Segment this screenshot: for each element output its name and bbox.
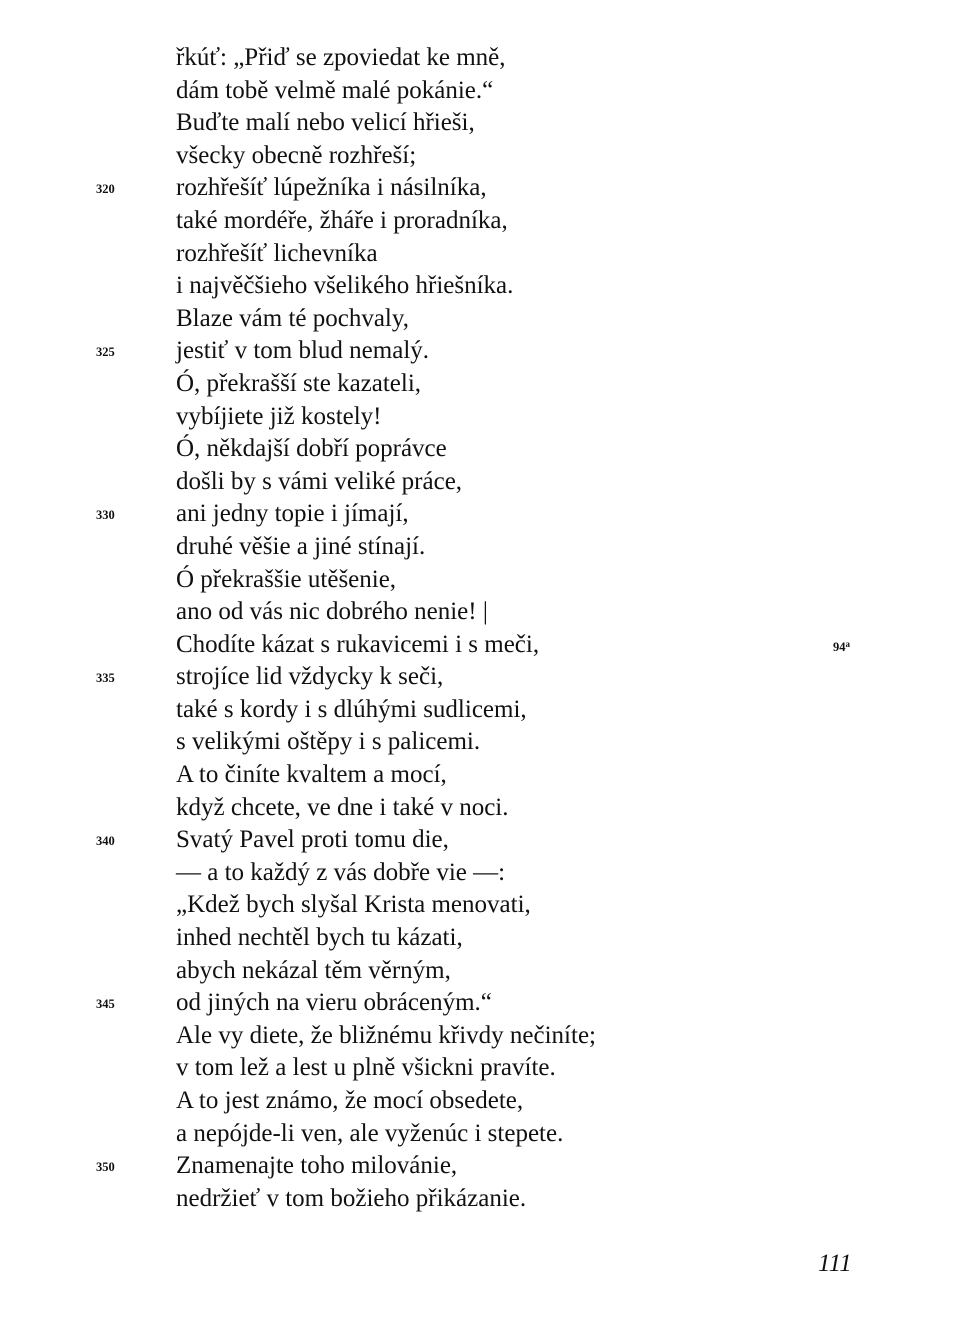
verse-line — [0, 466, 960, 499]
verse-text: Svatý Pavel proti tomu die, — [176, 826, 449, 854]
verse-text: Ale vy diete, že bližnému křivdy nečiníte; — [176, 1021, 596, 1049]
verse-line — [0, 629, 960, 662]
verse-line — [0, 1052, 960, 1085]
verse-text: ani jedny topie i jímají, — [176, 500, 409, 528]
folio-marker — [833, 637, 850, 654]
verse-number: 345 — [96, 997, 115, 1012]
verse-text: A to činíte kvaltem a mocí, — [176, 761, 447, 789]
verse-line — [0, 238, 960, 271]
verse-text: Chodíte kázat s rukavicemi i s meči, — [176, 630, 540, 658]
verse-line — [0, 661, 960, 694]
verse-line — [0, 987, 960, 1020]
verse-line — [0, 75, 960, 108]
verse-text: ano od vás nic dobrého nenie! | — [176, 598, 488, 626]
verse-line — [0, 1020, 960, 1053]
verse-text: také mordéře, žháře i proradníka, — [176, 206, 508, 234]
verse-text: od jiných na vieru obráceným.“ — [176, 989, 492, 1017]
verse-text: také s kordy i s dlúhými sudlicemi, — [176, 695, 527, 723]
verse-text: A to jest známo, že mocí obsedete, — [176, 1087, 524, 1114]
verse-text: strojíce lid vždycky k seči, — [176, 663, 444, 691]
verse-line — [0, 1183, 960, 1216]
verse-line — [0, 889, 960, 922]
verse-line — [0, 107, 960, 140]
verse-line — [0, 140, 960, 173]
verse-line — [0, 401, 960, 434]
verse-text: Znamenajte toho milovánie, — [176, 1152, 458, 1180]
verse-line — [0, 792, 960, 825]
verse-text: Buďte malí nebo velicí hřieši, — [176, 109, 475, 137]
verse-line — [0, 42, 960, 75]
verse-line — [0, 335, 960, 368]
verse-line — [0, 726, 960, 759]
verse-text: inhed nechtěl bych tu kázati, — [176, 924, 463, 952]
verse-text: řkúť: „Přiď se zpoviedat ke mně, — [176, 44, 506, 71]
poem-body — [0, 42, 960, 1215]
verse-line — [0, 922, 960, 955]
verse-line — [0, 694, 960, 727]
verse-text: s velikými oštěpy i s palicemi. — [176, 728, 481, 756]
verse-line — [0, 531, 960, 564]
verse-text: rozhřešíť lichevníka — [176, 239, 378, 267]
verse-text: Ó, překrašší ste kazateli, — [176, 369, 422, 397]
verse-text: Ó překraššie utěšenie, — [176, 565, 397, 593]
verse-line — [0, 303, 960, 336]
verse-text: jestiť v tom blud nemalý. — [176, 337, 430, 365]
verse-line — [0, 857, 960, 890]
verse-line — [0, 433, 960, 466]
verse-line — [0, 596, 960, 629]
verse-text: Blaze vám té pochvaly, — [176, 304, 410, 332]
verse-number: 335 — [96, 671, 115, 686]
verse-line — [0, 270, 960, 303]
verse-line — [0, 368, 960, 401]
verse-text: všecky obecně rozhřeší; — [176, 141, 417, 169]
verse-line — [0, 172, 960, 205]
verse-line — [0, 205, 960, 238]
verse-line — [0, 824, 960, 857]
verse-line — [0, 759, 960, 792]
verse-text: dám tobě velmě malé pokánie.“ — [176, 76, 494, 104]
verse-text: — a to každý z vás dobře vie —: — [176, 858, 506, 886]
verse-text: nedržieť v tom božieho přikázanie. — [176, 1184, 527, 1212]
verse-number: 350 — [96, 1160, 115, 1175]
verse-text: v tom lež a lest u plně všickni pravíte. — [176, 1054, 556, 1082]
verse-number: 320 — [96, 182, 115, 197]
verse-number: 330 — [96, 508, 115, 523]
verse-text: když chcete, ve dne i také v noci. — [176, 793, 509, 821]
verse-text: i najvěčšieho všelikého hřiešníka. — [176, 272, 514, 300]
folio-side: a — [845, 638, 850, 649]
verse-number: 325 — [96, 345, 115, 360]
verse-line — [0, 955, 960, 988]
verse-text: druhé věšie a jiné stínají. — [176, 532, 426, 560]
verse-text: abych nekázal těm věrným, — [176, 956, 451, 984]
verse-text: vybíjiete již kostely! — [176, 402, 382, 430]
verse-text: „Kdež bych slyšal Krista menovati, — [176, 891, 531, 919]
verse-line — [0, 498, 960, 531]
verse-text: Ó, někdajší dobří poprávce — [176, 435, 447, 463]
verse-line — [0, 1085, 960, 1118]
verse-line — [0, 1118, 960, 1151]
verse-line — [0, 564, 960, 597]
verse-number: 340 — [96, 834, 115, 849]
folio-number: 94 — [833, 639, 846, 654]
verse-text: došli by s vámi veliké práce, — [176, 467, 463, 495]
verse-line — [0, 1150, 960, 1183]
page-number: 111 — [818, 1250, 852, 1277]
verse-text: a nepójde-li ven, ale vyženúc i stepete. — [176, 1119, 564, 1147]
verse-text: rozhřešíť lúpežníka i násilníka, — [176, 174, 487, 202]
